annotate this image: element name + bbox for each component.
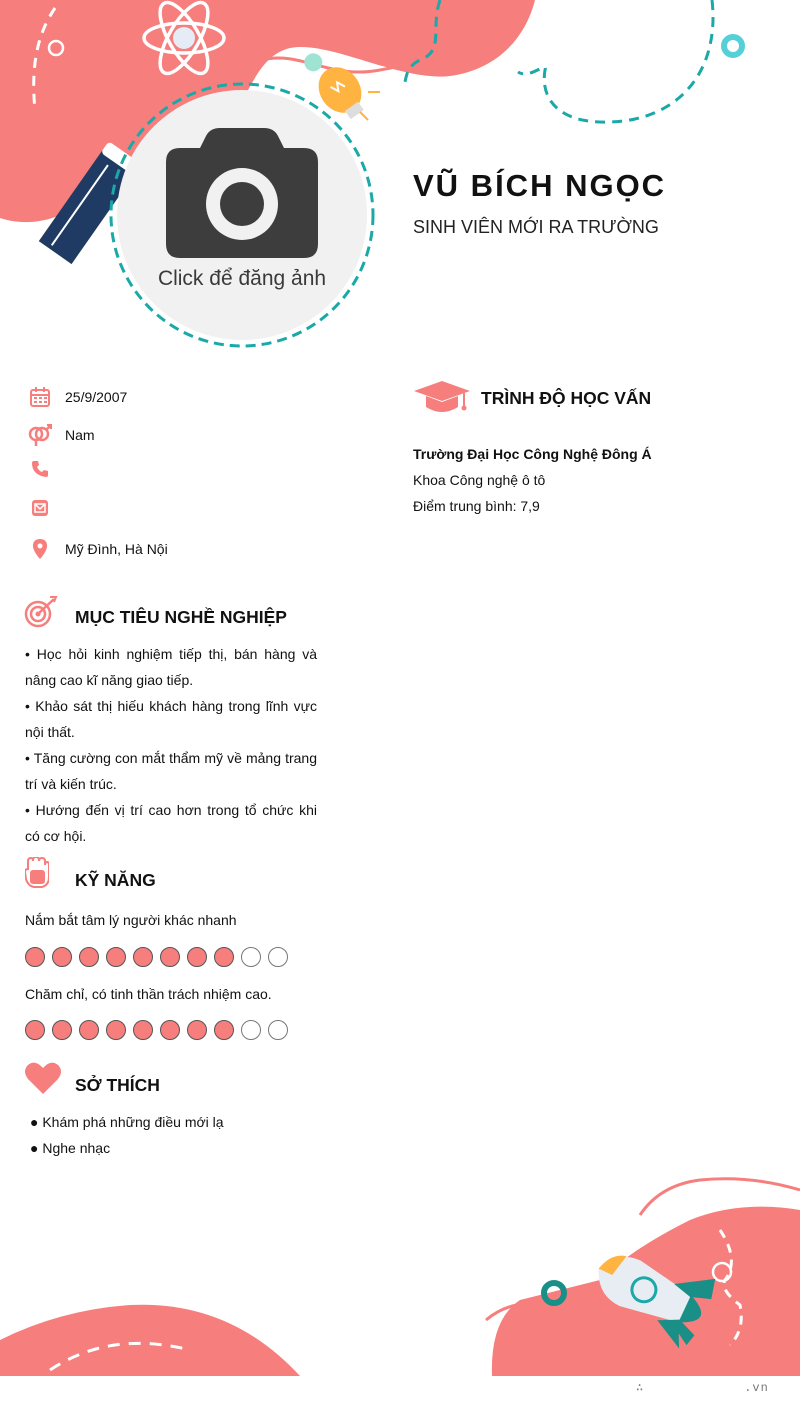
skill-rating[interactable] [25,1020,288,1040]
objective-item[interactable]: • Học hỏi kinh nghiệm tiếp thị, bán hàng và nâng cao kĩ năng giao tiếp. [25,646,317,688]
rating-dot-filled [79,1020,99,1040]
rating-dot-filled [187,947,207,967]
contact-phone [25,457,65,481]
education-title: TRÌNH ĐỘ HỌC VẤN [481,388,652,408]
footer-watermark [636,1380,769,1395]
heart-icon [25,1062,61,1094]
candidate-name: VŨ BÍCH NGỌC [413,168,667,203]
education-block [413,441,652,519]
rating-dot-filled [25,947,45,967]
skill-label[interactable]: Chăm chỉ, có tinh thần trách nhiệm cao. [25,986,272,1002]
hand-icon [25,857,49,889]
rating-dot-empty [241,1020,261,1040]
gender-value[interactable]: Nam [65,427,95,443]
hobbies-list [30,1109,224,1161]
rating-dot-filled [106,1020,126,1040]
watermark-left: ∴ [636,1381,645,1395]
rating-dot-filled [160,1020,180,1040]
rating-dot-filled [25,1020,45,1040]
contact-gender [25,423,95,447]
contact-email [25,496,65,520]
birthday-value[interactable]: 25/9/2007 [65,389,128,405]
objective-item[interactable]: • Tăng cường con mắt thẩm mỹ về mảng trang trí và kiến trúc. [25,750,317,792]
rating-dot-empty [268,947,288,967]
graduation-cap-icon [414,381,470,415]
rating-dot-filled [106,947,126,967]
calendar-icon [25,385,55,409]
hobby-item[interactable]: ● Khám phá những điều mới lạ [30,1114,224,1130]
photo-caption[interactable]: Click để đăng ảnh [157,267,327,290]
rating-dot-filled [214,947,234,967]
header-decoration [0,0,800,360]
rating-dot-filled [133,1020,153,1040]
location-icon [25,537,55,561]
gender-icon [25,423,55,447]
rating-dot-filled [160,947,180,967]
skill-rating[interactable] [25,947,288,967]
rating-dot-empty [241,947,261,967]
rating-dot-filled [79,947,99,967]
school-name[interactable]: Trường Đại Học Công Nghệ Đông Á [413,446,652,462]
rating-dot-empty [268,1020,288,1040]
rating-dot-filled [52,1020,72,1040]
contact-birthday [25,385,127,409]
hobby-item[interactable]: ● Nghe nhạc [30,1140,111,1156]
skill-label[interactable]: Nắm bắt tâm lý người khác nhanh [25,912,237,928]
footer-decoration [0,1170,800,1380]
faculty[interactable]: Khoa Công nghệ ô tô [413,472,546,488]
objective-item[interactable]: • Hướng đến vị trí cao hơn trong tổ chức khi có cơ hội. [25,802,317,844]
gpa[interactable]: Điểm trung bình: 7,9 [413,498,540,514]
camera-icon [166,128,318,258]
objective-title: MỤC TIÊU NGHỀ NGHIỆP [75,607,287,627]
hobbies-title: SỞ THÍCH [75,1075,160,1095]
watermark-right: .vn [744,1381,769,1395]
contact-address [25,537,168,561]
mail-icon [25,496,55,520]
skills-title: KỸ NĂNG [75,870,156,890]
rating-dot-filled [52,947,72,967]
rating-dot-filled [133,947,153,967]
candidate-title: SINH VIÊN MỚI RA TRƯỜNG [413,217,659,237]
phone-icon [25,457,55,481]
rating-dot-filled [187,1020,207,1040]
objective-list [25,641,317,849]
objective-item[interactable]: • Khảo sát thị hiếu khách hàng trong lĩnh vực nội thất. [25,698,317,740]
target-icon [24,596,58,628]
address-value[interactable]: Mỹ Đình, Hà Nội [65,541,168,557]
rating-dot-filled [214,1020,234,1040]
